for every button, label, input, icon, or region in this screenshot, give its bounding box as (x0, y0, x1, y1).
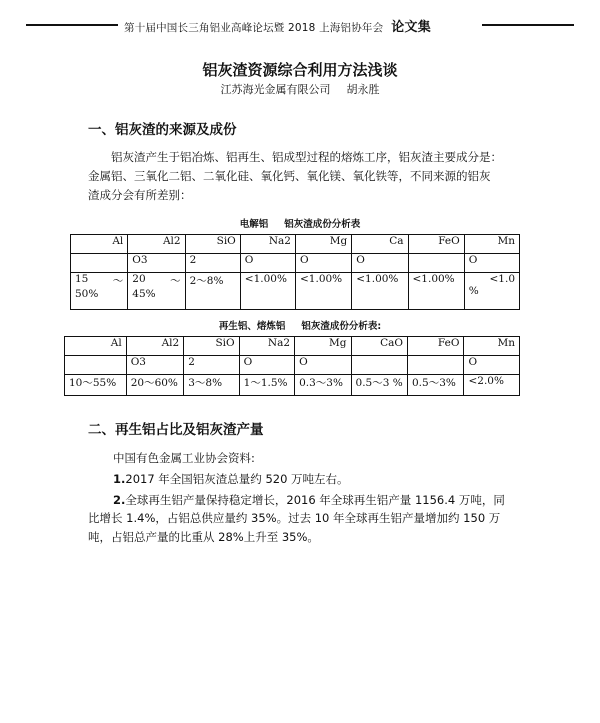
header-cell: Ca (352, 235, 408, 254)
value-part: 50% (75, 288, 99, 300)
header-cell: FeO (408, 235, 464, 254)
header-cell: Mn (464, 337, 520, 356)
header-cell: Mg (296, 235, 352, 254)
header-cell: Al2 (126, 337, 184, 356)
list-item-number: 2. (113, 493, 126, 507)
value-cell-feo: <1.00% (408, 273, 464, 310)
value-part: ～ (170, 275, 181, 287)
header-cell: Mn (464, 235, 519, 254)
table1-caption (0, 216, 600, 230)
table1-caption-source: 电解铝 (239, 219, 269, 230)
section1-heading: 一、铝灰渣的来源及成份 (88, 122, 237, 138)
header-cell: Al (71, 235, 128, 254)
author-name: 胡永胜 (346, 83, 380, 96)
value-cell-sio2: 2～8% (185, 273, 240, 310)
table2-caption-title: 铝灰渣成份分析表: (301, 321, 382, 332)
value-part: 20 (132, 273, 146, 285)
header-cell-sub (71, 254, 128, 273)
list-item-number: 1. (113, 472, 126, 486)
value-cell: 0.5～3 % (351, 375, 407, 396)
paper-title: 铝灰渣资源综合利用方法浅谈 (202, 61, 398, 79)
header-cell-sub: O (352, 254, 408, 273)
header-rule-right (482, 24, 574, 26)
list-item-text: 2017 年全国铝灰渣总量约 520 万吨左右。 (125, 472, 349, 486)
header-cell-sub: O (240, 254, 295, 273)
value-cell-al2o3 (128, 273, 185, 310)
header-cell-sub: O3 (128, 254, 185, 273)
table1-composition (70, 234, 520, 310)
value-cell-na2o: <1.00% (240, 273, 295, 310)
table2-caption-source: 再生铝、熔炼铝 (218, 321, 286, 332)
header-cell: SiO (185, 235, 240, 254)
table1-value-row (71, 273, 520, 310)
header-cell: Al (65, 337, 127, 356)
value-cell-cao: <1.00% (352, 273, 408, 310)
value-cell: <2.0% (464, 375, 520, 396)
header-rule-left (26, 24, 118, 26)
value-cell: 0.5～3% (408, 375, 464, 396)
value-cell: 0.3～3% (295, 375, 351, 396)
table2-header-row2 (65, 356, 520, 375)
journal-label: 论文集 (391, 20, 431, 35)
table2-header-row1 (65, 337, 520, 356)
header-text (124, 16, 431, 35)
header-cell: FeO (408, 337, 464, 356)
header-cell-sub: 2 (185, 254, 240, 273)
table1-caption-title: 铝灰渣成份分析表 (284, 219, 361, 230)
value-part: 45% (132, 288, 156, 300)
header-cell-sub (408, 356, 464, 375)
header-cell: Mg (295, 337, 351, 356)
header-cell-sub (351, 356, 407, 375)
para-line: 金属铝、三氧化二铝、二氧化硅、氧化钙、氧化镁、氧化铁等，不同来源的铝灰 (88, 169, 491, 183)
value-cell: 10～55% (65, 375, 127, 396)
author-line (0, 81, 600, 97)
table1-header-row2 (71, 254, 520, 273)
header-cell-sub: O (295, 356, 351, 375)
value-part: 15 (75, 273, 89, 285)
header-cell-sub (408, 254, 464, 273)
header-cell: Na2 (240, 235, 295, 254)
table2-value-row (65, 375, 520, 396)
list-item-1 (113, 471, 349, 487)
value-cell: 20～60% (126, 375, 184, 396)
header-cell-sub: O (464, 356, 520, 375)
value-part: <1.0 (489, 273, 515, 285)
value-part: % (468, 285, 479, 297)
conference-name: 第十届中国长三角铝业高峰论坛暨 2018 上海铝协年会 (124, 22, 384, 34)
value-cell-mno (464, 273, 519, 310)
para-line: 比增长 1.4%，占铝总供应量约 35%。过去 10 年全球再生铝产量增加约 150 万 (88, 511, 501, 525)
para-line: 铝灰渣产生于铝冶炼、铝再生、铝成型过程的熔炼工序，铝灰渣主要成分是： (111, 150, 502, 164)
source-line: 中国有色金属工业协会资料: (113, 451, 255, 465)
section2-heading: 二、再生铝占比及铝灰渣产量 (88, 422, 264, 438)
list-item-text: 全球再生铝产量保持稳定增长，2016 年全球再生铝产量 1156.4 万吨，同 (125, 493, 505, 507)
table2-composition (64, 336, 520, 396)
value-cell: 1～1.5% (239, 375, 294, 396)
table1-header-row1 (71, 235, 520, 254)
list-item-2 (113, 492, 505, 508)
author-company: 江苏海光金属有限公司 (220, 83, 331, 96)
running-header (26, 14, 574, 34)
header-cell-sub: 2 (184, 356, 239, 375)
section1-paragraph (88, 148, 508, 205)
value-cell-mgo: <1.00% (296, 273, 352, 310)
header-cell-sub (65, 356, 127, 375)
value-cell: 3～8% (184, 375, 239, 396)
header-cell-sub: O3 (126, 356, 184, 375)
para-line: 吨，占铝总产量的比重从 28%上升至 35%。 (88, 530, 319, 544)
table2-caption (0, 318, 600, 332)
header-cell-sub: O (464, 254, 519, 273)
header-cell-sub: O (296, 254, 352, 273)
header-cell: SiO (184, 337, 239, 356)
header-cell: CaO (351, 337, 407, 356)
header-cell: Al2 (128, 235, 185, 254)
list-item-2-continued (88, 509, 508, 547)
value-cell-al (71, 273, 128, 310)
header-cell-sub: O (239, 356, 294, 375)
header-cell: Na2 (239, 337, 294, 356)
value-part: ～ (112, 275, 124, 287)
para-line: 渣成分会有所差别： (88, 188, 192, 202)
